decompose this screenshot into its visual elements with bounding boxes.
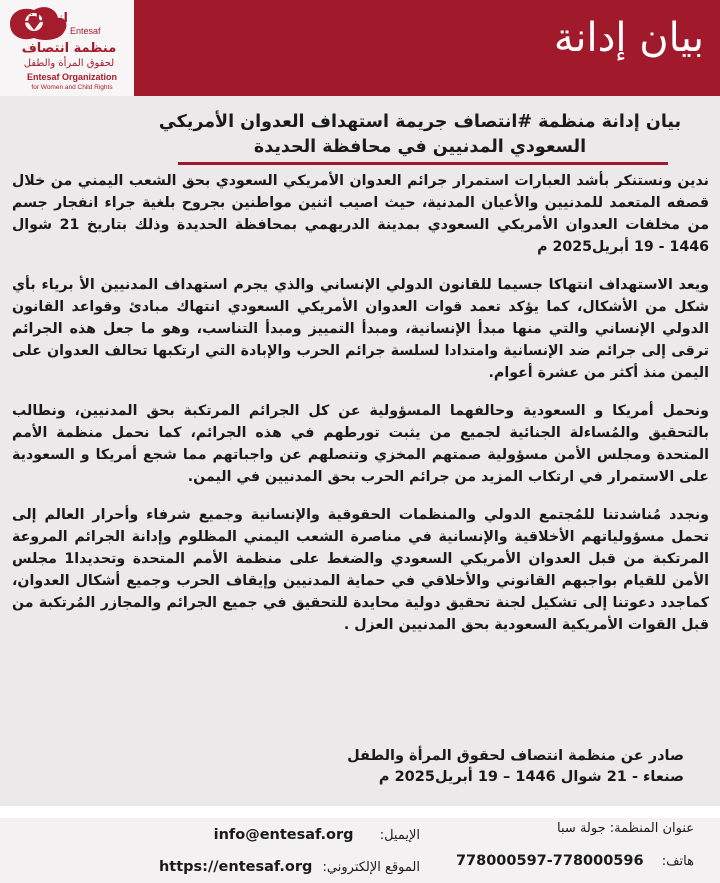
banner-title: بيان إدانة [553, 15, 704, 61]
address-value: جولة سبا [557, 821, 606, 836]
footer-website [159, 858, 420, 877]
statement-title-line-1: بيان إدانة منظمة #انتصاف جريمة استهداف العدوان الأمريكي [158, 112, 682, 132]
website-label: الموقع الإلكتروني: [322, 860, 420, 875]
footer-address [557, 820, 694, 838]
address-label: عنوان المنظمة: [609, 821, 694, 836]
organization-logo [0, 0, 134, 96]
email-label: الإيميل: [379, 828, 420, 843]
email-link[interactable]: info@entesaf.org [213, 827, 354, 843]
logo-org-sub-ar: لحقوق المرأة والطفل [23, 58, 115, 69]
footer-phone [456, 852, 694, 871]
logo-mark-text: انتصاف [20, 11, 68, 26]
paragraph-4: ونجدد مُناشدتنا للمُجتمع الدولي والمنظمات الحقوقية والإنسانية وجميع شرفاء وأحرار العالم إلى تحمل مسؤولياتهم الأخلاقية والإنسانية في مناصرة الشعب اليمني المظلوم وإدانة الجرائم المروعة المرتكبة من قبل العدوان الأمريكي السعودي والضغط على منظمة الأمم المتحدة وتحديدا1 مجلس الأمن للقيام بواجبهم القانوني والأخلاقي في حماية المدنيين وإيقاف الحرب وجميع أشكال العدوان، كماجدد دعوتنا إلى تشكيل لجنة تحقيق دولية محايدة للتحقيق في جميع الجرائم والمجازر المُرتكبة من قبل القوات الأمريكية السعودية بحق المدنيين العزل . [12, 507, 709, 633]
phone-value: 778000597-778000596 [455, 853, 644, 869]
title-banner [134, 0, 720, 96]
footer-email [214, 826, 420, 845]
paragraph-2: ويعد الاستهداف انتهاكا جسيما للقانون الدولي الإنساني والذي يجرم استهداف المدنيين الأ برياء بأي شكل من الأشكال، كما يؤكد تعمد قوات العدوان الأمريكي السعودي انتهاك مبادئ وقواعد القانون الدولي الإنساني والتي منها مبدأ الإنسانية، ومبدأ التمييز ومبدأ التناسب، وهو ما جعل هذه الجرائم ترقى إلى جرائم ضد الإنسانية وامتدادا لسلسة جرائم الحرب والإبادة التي ارتكبها تحالف العدوان على اليمن منذ أكثر من عشرة أعوام. [12, 277, 709, 381]
signature-issuer: صادر عن منظمة انتصاف لحقوق المرأة والطفل [347, 748, 684, 764]
phone-label: هاتف: [661, 854, 694, 869]
logo-mark-text-en: Entesaf [70, 26, 101, 36]
paragraph-1: ندين ونستنكر بأشد العبارات استمرار جرائم العدوان الأمريكي السعودي بحق الشعب اليمني من خلال قصفه المتعمد للمدنيين والأعيان المدنية، حيث اصيب اثنين مواطنين بجروح بلغية جراء انفجار جسم من مخلفات العدوان الأمريكي السعودي بمدينة الدريهمي بمحافظة الحديدة وذلك بتاريخ 21 شوال 1446 - 19 أبريل2025 م [12, 173, 709, 255]
statement-title-line-2: السعودي المدنيين في محافظة الحديدة [253, 137, 587, 157]
paragraph-3: ونحمل أمريكا و السعودية وحالفهما المسؤولية عن كل الجرائم المرتكبة بحق المدنيين، ونطالب بالتحقيق والمُساءلة الجنائية لجميع من يثبت تورطهم في هذه الجرائم، كما نحمل منظمة الأمم المتحدة ومجلس الأمن مسؤولية صمتهم المخزي وتنصلهم عن واجباتهم مما شجع أمريكا و السعودية على الاستمرار في ارتكاب المزيد من جرائم الحرب بحق المدنيين في اليمن. [12, 403, 709, 485]
header [0, 0, 720, 96]
logo-org-name-ar: منظمة انتصاف [21, 41, 117, 56]
footer-divider [0, 806, 720, 818]
statement-body [12, 170, 709, 650]
logo-org-name-en: Entesaf Organization [26, 72, 117, 82]
title-divider [178, 162, 668, 165]
signature-block [180, 746, 720, 788]
signature-date: صنعاء - 21 شوال 1446 – 19 أبريل2025 م [378, 769, 684, 785]
logo-emblem-icon [4, 2, 108, 46]
statement-title [130, 110, 710, 160]
website-link[interactable]: https://entesaf.org [158, 859, 313, 875]
logo-org-sub-en: for Women and Child Rights [31, 84, 113, 91]
